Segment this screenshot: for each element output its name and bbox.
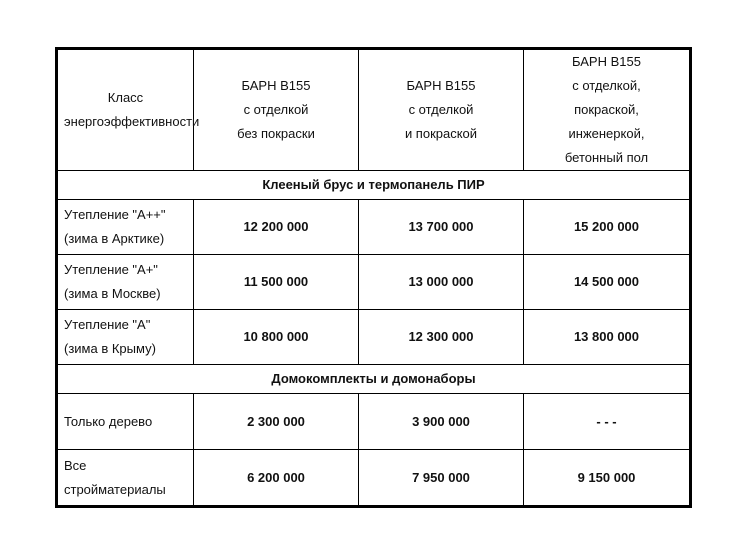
price-cell: 2 300 000: [194, 394, 359, 450]
price-cell: 7 950 000: [359, 450, 524, 507]
row-label: Утепление "А+" (зима в Москве): [57, 255, 194, 310]
row-label: Все стройматериалы: [57, 450, 194, 507]
price-cell: 13 700 000: [359, 200, 524, 255]
section-row: [57, 365, 691, 394]
header-barn-no-paint: БАРН В155 с отделкой без покраски: [194, 49, 359, 171]
price-cell: 13 000 000: [359, 255, 524, 310]
table-row: [57, 450, 691, 507]
price-cell: 12 300 000: [359, 310, 524, 365]
price-cell: 12 200 000: [194, 200, 359, 255]
header-barn-full: БАРН В155 с отделкой, покраской, инженеркой, бетонный пол: [524, 49, 691, 171]
row-label: Только дерево: [57, 394, 194, 450]
section-title: Клееный брус и термопанель ПИР: [57, 171, 691, 200]
header-energy-class: Класс энергоэффективности: [57, 49, 194, 171]
price-cell: 10 800 000: [194, 310, 359, 365]
price-cell: 3 900 000: [359, 394, 524, 450]
row-label: Утепление "А++" (зима в Арктике): [57, 200, 194, 255]
table-row: [57, 394, 691, 450]
row-label: Утепление "А" (зима в Крыму): [57, 310, 194, 365]
price-cell: 15 200 000: [524, 200, 691, 255]
price-cell: 13 800 000: [524, 310, 691, 365]
price-cell: 11 500 000: [194, 255, 359, 310]
section-title: Домокомплекты и домонаборы: [57, 365, 691, 394]
table-row: [57, 310, 691, 365]
section-row: [57, 171, 691, 200]
price-cell: 14 500 000: [524, 255, 691, 310]
header-barn-with-paint: БАРН В155 с отделкой и покраской: [359, 49, 524, 171]
table-row: [57, 200, 691, 255]
price-table: [55, 47, 692, 508]
price-cell: 6 200 000: [194, 450, 359, 507]
price-cell: - - -: [524, 394, 691, 450]
table-row: [57, 255, 691, 310]
price-cell: 9 150 000: [524, 450, 691, 507]
header-row: [57, 49, 691, 171]
